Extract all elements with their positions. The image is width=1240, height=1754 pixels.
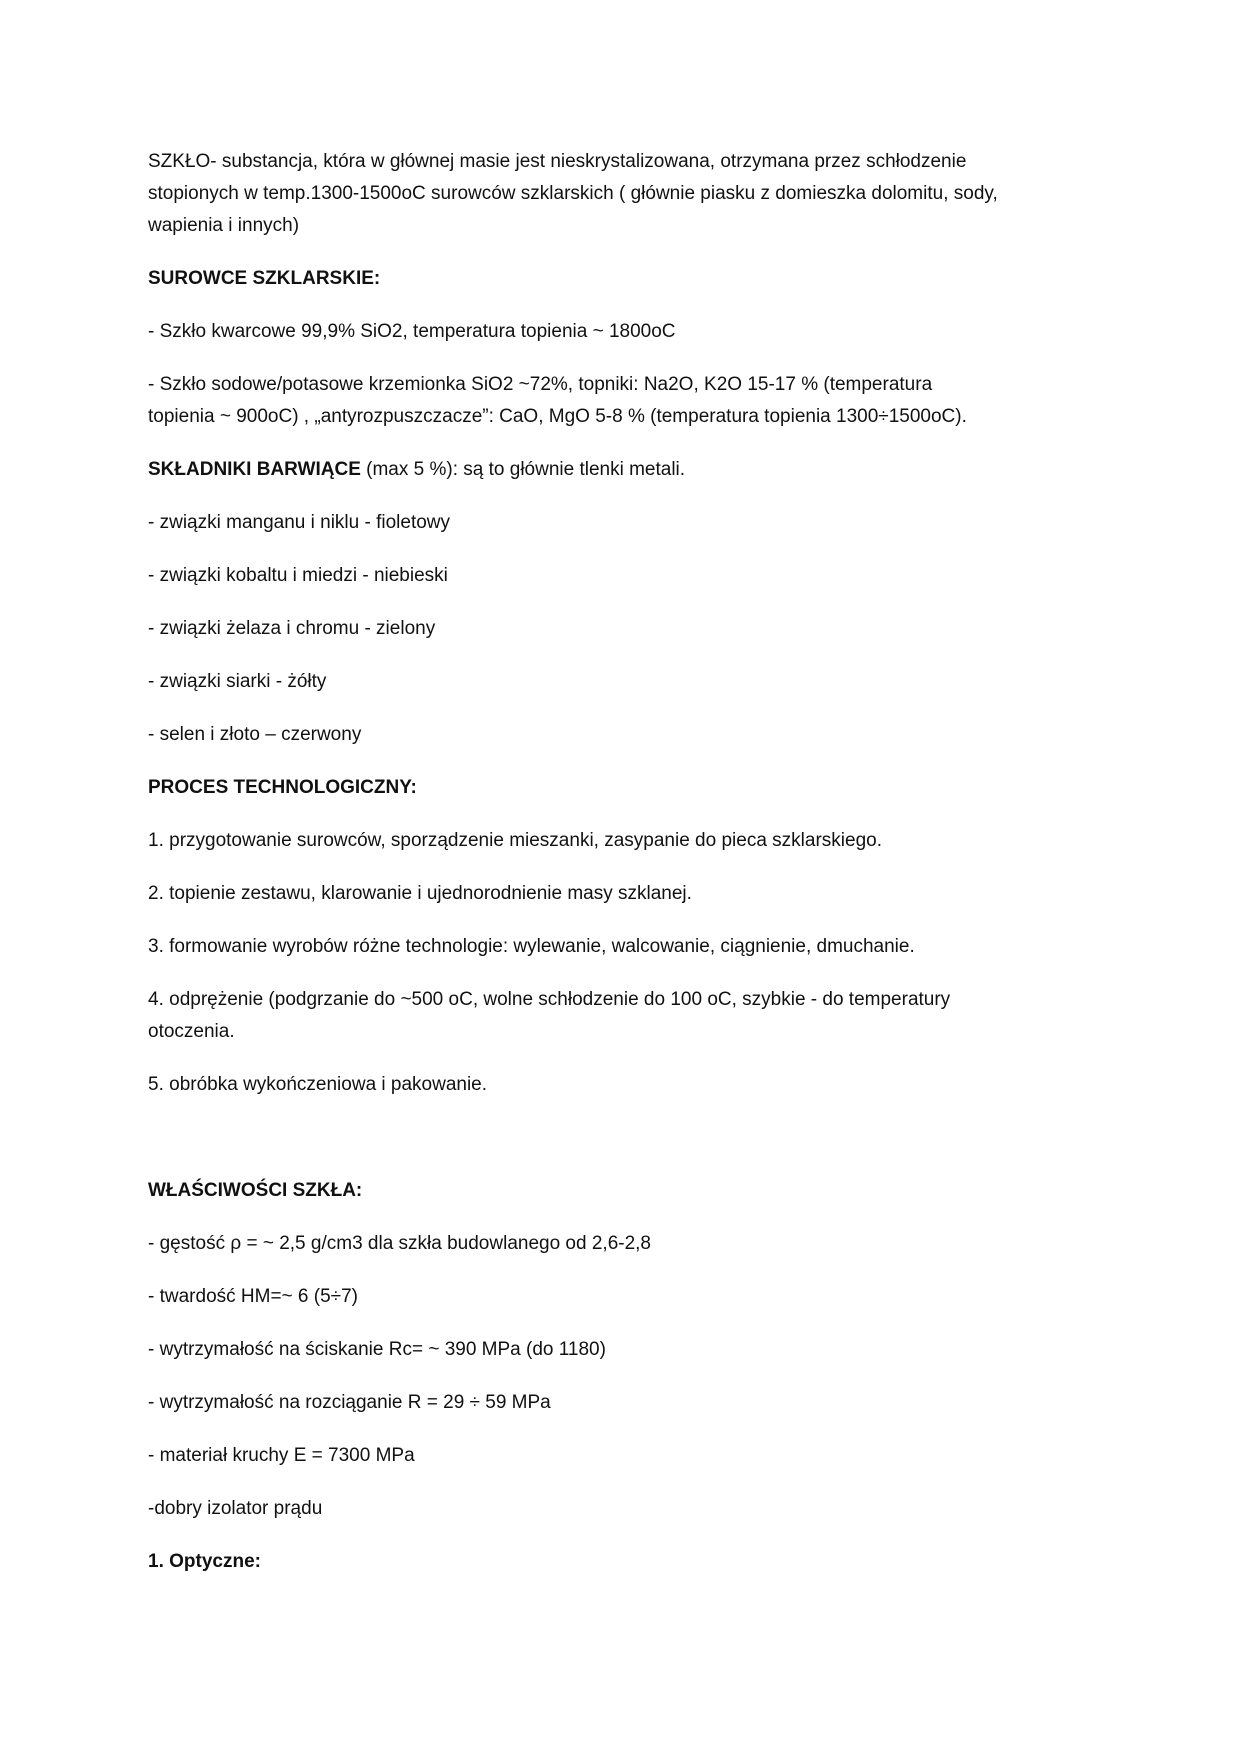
coloring-item: - selen i złoto – czerwony: [148, 724, 362, 745]
heading-properties: WŁAŚCIWOŚCI SZKŁA:: [148, 1180, 363, 1201]
property-item: - wytrzymałość na ściskanie Rc= ~ 390 MPa (do 1180): [148, 1339, 606, 1360]
process-step-4-line-1: 4. odprężenie (podgrzanie do ~500 oC, wolne schłodzenie do 100 oC, szybkie - do temperatury: [148, 989, 951, 1010]
coloring-heading-line: [148, 454, 1108, 486]
heading-process: PROCES TECHNOLOGICZNY:: [148, 777, 417, 798]
heading-coloring: SKŁADNIKI BARWIĄCE: [148, 459, 361, 480]
property-item: - gęstość ρ = ~ 2,5 g/cm3 dla szkła budowlanego od 2,6-2,8: [148, 1233, 651, 1254]
property-item: - wytrzymałość na rozciąganie R = 29 ÷ 59 MPa: [148, 1392, 551, 1413]
coloring-item: - związki manganu i niklu - fioletowy: [148, 512, 451, 533]
heading-raw-materials: SUROWCE SZKLARSKIE:: [148, 268, 381, 289]
process-step-2: 2. topienie zestawu, klarowanie i ujednorodnienie masy szklanej.: [148, 883, 692, 904]
coloring-heading-rest: (max 5 %): są to głównie tlenki metali.: [360, 459, 686, 480]
coloring-item: - związki kobaltu i miedzi - niebieski: [148, 565, 448, 586]
coloring-item: - związki żelaza i chromu - zielony: [148, 618, 436, 639]
raw-material-soda-line-1: - Szkło sodowe/potasowe krzemionka SiO2 ~72%, topniki: Na2O, K2O 15-17 % (temperatura: [148, 374, 933, 395]
property-item: - twardość HM=~ 6 (5÷7): [148, 1286, 358, 1307]
intro-line-2: stopionych w temp.1300-1500oC surowców szklarskich ( głównie piasku z domieszka dolomitu, sody,: [148, 183, 998, 204]
raw-material-soda-line-2: topienia ~ 900oC) , „antyrozpuszczacze”: CaO, MgO 5-8 % (temperatura topienia 1300÷1500oC).: [148, 406, 967, 427]
process-step-3: 3. formowanie wyrobów różne technologie: wylewanie, walcowanie, ciągnienie, dmuchanie.: [148, 936, 915, 957]
process-step-1: 1. przygotowanie surowców, sporządzenie mieszanki, zasypanie do pieca szklarskiego.: [148, 830, 882, 851]
intro-line-1: SZKŁO- substancja, która w głównej masie jest nieskrystalizowana, otrzymana przez schłodzenie: [148, 151, 967, 172]
intro-line-3: wapienia i innych): [148, 215, 300, 236]
raw-material-quartz: - Szkło kwarcowe 99,9% SiO2, temperatura topienia ~ 1800oC: [148, 321, 676, 342]
process-step-5: 5. obróbka wykończeniowa i pakowanie.: [148, 1074, 488, 1095]
property-item: -dobry izolator prądu: [148, 1498, 323, 1519]
coloring-item: - związki siarki - żółty: [148, 671, 327, 692]
subheading-optical: 1. Optyczne:: [148, 1551, 261, 1572]
process-step-4-line-2: otoczenia.: [148, 1021, 235, 1042]
property-item: - materiał kruchy E = 7300 MPa: [148, 1445, 415, 1466]
